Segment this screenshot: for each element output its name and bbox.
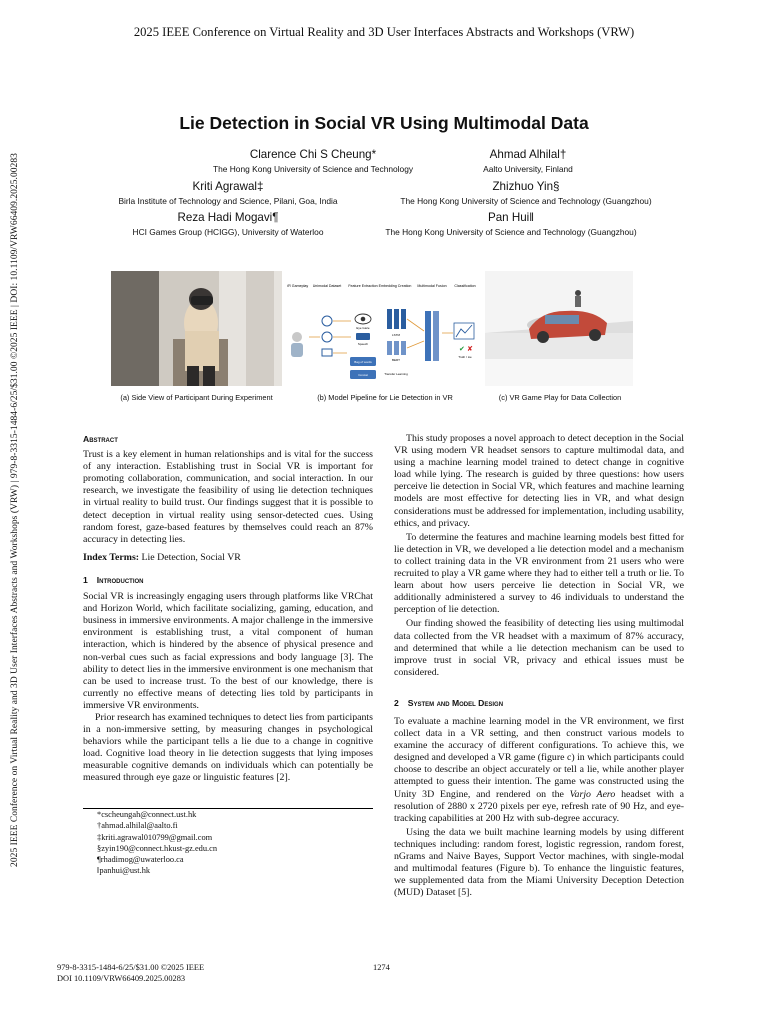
author-name: Clarence Chi S Cheung* (249, 148, 377, 161)
lstm-block (387, 309, 406, 329)
page-number: 1274 (373, 963, 390, 972)
author-name: Reza Hadi Mogavi¶ (177, 211, 279, 224)
design-paragraph-2: Using the data we built machine learning models by using different techniques including: random forest, logistic regression, random forest, nGrams and Naive Bayes, Support Vector machines, with single-modal and multimodal features (Figure b). To enhance the linguistic features, we supplemented data from the Miami University Deception Detection (MUD) Dataset [5]. (394, 826, 684, 899)
author-name: Ahmad Alhilal† (489, 148, 567, 161)
abstract-heading: Abstract (83, 434, 118, 444)
footnote: ‖panhui@ust.hk (97, 866, 151, 876)
author-affiliation: HCI Games Group (HCIGG), University of Waterloo (132, 227, 324, 237)
footnote: ¶rhadimog@uwaterloo.ca (97, 855, 184, 865)
figure-c-vr-game (485, 271, 633, 386)
sidebar-citation (2, 120, 28, 900)
stage-label: Classification (454, 284, 476, 288)
author-block-2 (448, 148, 608, 174)
cross-icon: ✘ (467, 346, 473, 353)
pipeline-label: Eye Gaze (356, 326, 370, 330)
author-affiliation: The Hong Kong University of Science and Technology (Guangzhou) (400, 196, 652, 206)
author-block-5 (103, 211, 353, 237)
vr-user-icon (291, 332, 303, 357)
caption-b: (b) Model Pipeline for Lie Detection in VR (317, 393, 453, 402)
author-affiliation: The Hong Kong University of Science and Technology (Guangzhou) (385, 227, 637, 237)
left-column (83, 433, 373, 785)
author-block-3 (103, 180, 353, 206)
copyright-block (57, 963, 204, 984)
doi-line: DOI 10.1109/VRW66409.2025.00283 (57, 973, 186, 983)
author-block-4 (383, 180, 669, 206)
intro-paragraph-2: Prior research has examined techniques to detect lies from participants in a non-immersive setting, by measuring changes in psychological behaviors while the participant tells a lie due to a change in cognitive load. Cognitive load theory in lie detection suggests that lying imposes measurable cognitive demands on individuals which can potentially be measured through eye gaze or linguistic features [2]. (83, 711, 373, 784)
author-name: Zhizhuo Yin§ (492, 180, 560, 193)
intro-paragraph-1: Social VR is increasingly engaging users through platforms like VRChat and Horizon World, which facilitate socializing, gaming, education, and business in immersive environments. A major challenge in the immersive environment is establishing trust, a vital component of human interaction, which is hindered by the absence of physical presence and non-verbal cues such as facial expressions and body language [3]. The ability to detect lies in the immersive environment is one mechanism that can be used to increase trust. To the best of our knowledge, there is currently no effective means of detecting lies told by participants in immersive VR environments. (83, 591, 373, 711)
design-paragraph-1: To evaluate a machine learning model in the VR environment, we first collect data in a VR setting, and then construct various models to examine the accuracy of different configurations. To achieve this, we designed and developed a VR game (figure c) in which participants could choose to describe an object accurately or tell a lie, while another player attempted to guess their intention. The game was constructed using the Unity 3D Engine, and rendered on the Varjo Aero headset with a resolution of 2880 x 2720 pixels per eye, refresh rate of 90 Hz, and eye-tracking capabilities at 200 Hz with sub-degree accuracy. (394, 715, 684, 824)
section-2-heading: 2 System and Model Design (394, 697, 504, 708)
pipeline-label: Speech (357, 342, 369, 346)
pipeline-label: BERT (392, 358, 400, 362)
right-paragraph-1: This study proposes a novel approach to detect deception in the Social VR using modern VR headset sensors to capture multimodal data, and using a machine learning model trained to detect change in cognitive load while lying. The research is guided by three questions: how users perceive lie detection in Social VR, which features and machine learning models are most effective for detecting lies in VR, and what design considerations must be addressed for implementation, including usability, ethics, and privacy. (394, 433, 684, 529)
author-block-1 (213, 148, 413, 174)
copyright-line: 979-8-3315-1484-6/25/$31.00 ©2025 IEEE (57, 963, 205, 972)
right-paragraph-2: To determine the features and machine learning models best fitted for lie detection in VR, we developed a lie detection model and a mechanism to collect training data in the VR environment from 21 users who were recruited to play a VR game where they had to either tell a truth or lie. To learn about how users perceive lie detection in Social VR, we additionally administered a survey to 46 individuals to understand the perception of lie detection. (394, 531, 684, 616)
figure-a-photo (111, 271, 282, 386)
running-head: 2025 IEEE Conference on Virtual Reality and 3D User Interfaces Abstracts and Workshops (VRW) (133, 25, 635, 39)
section-1-heading: 1 Introduction (83, 574, 144, 585)
pipeline-label: Truth / Lie (458, 355, 472, 359)
stage-label: Unimodal Dataset (312, 284, 342, 288)
check-icon: ✔ (459, 346, 465, 353)
author-affiliation: Aalto University, Finland (483, 164, 573, 174)
footnote: *cscheungah@connect.ust.hk (97, 810, 197, 819)
index-terms-text: Lie Detection, Social VR (141, 551, 241, 563)
caption-c: (c) VR Game Play for Data Collection (498, 393, 622, 402)
pipeline-label: Bag of words (354, 360, 372, 364)
pipeline-label: LSTM (391, 333, 401, 337)
footnote: §zyin190@connect.hkust-gz.edu.cn (97, 843, 218, 853)
author-name: Pan Hui‖ (487, 211, 535, 224)
abstract-text: Trust is a key element in human relationships and is vital for the success of any interaction. Establishing trust in Social VR is important for promoting collaboration, communication, and social interaction. In our research, we investigate the feasibility of using lie detection techniques in virtual reality to build trust. Our findings suggest that it is possible to detect deception in virtual reality using sensor-detected cues. Using random forest, gaze-based features by themselves could reach an 87% accuracy in detecting lies. (83, 449, 373, 545)
bert-block (387, 341, 406, 355)
stage-label: Feature Extraction (348, 284, 378, 288)
speech-icon (356, 333, 370, 340)
author-affiliation: The Hong Kong University of Science and Technology (213, 164, 414, 174)
right-column (394, 433, 684, 899)
footnote: ‡kriti.agrawal010799@gmail.com (97, 832, 213, 842)
footnote: †ahmad.alhilal@aalto.fi (97, 821, 178, 831)
author-block-6 (368, 211, 654, 237)
paper-title: Lie Detection in Social VR Using Multimodal Data (179, 113, 589, 133)
index-terms-label: Index Terms: (83, 551, 140, 563)
caption-a: (a) Side View of Participant During Experiment (120, 393, 273, 402)
pipeline-label: Concat (358, 373, 368, 377)
stage-label: VR Gameplay (287, 284, 309, 288)
stage-label: Multimodal Fusion (417, 284, 447, 288)
author-affiliation: Birla Institute of Technology and Science, Pilani, Goa, India (118, 196, 338, 206)
figure-b-pipeline (287, 271, 480, 386)
classifier-icon (454, 323, 474, 339)
stage-label: Embedding Creation (378, 284, 412, 288)
pipeline-label: Transfer Learning (384, 372, 408, 376)
right-paragraph-3: Our finding showed the feasibility of detecting lies using multimodal data collected from the VR headset with a maximum of 87% accuracy, and determined that while a lie detection mechanism can be used to improve trust in social VR, privacy and ethical issues must be considered. (394, 618, 684, 678)
author-name: Kriti Agrawal‡ (192, 180, 264, 193)
footnotes (83, 808, 373, 877)
index-terms (83, 552, 373, 564)
sidebar-citation-text: 2025 IEEE Conference on Virtual Reality and 3D User Interfaces Abstracts and Workshops (VRW) | 979-8-3315-1484-6/25/$31.00 ©2025 IEEE | DOI: 10.1109/VRW66409.2025.00283 (10, 153, 20, 867)
